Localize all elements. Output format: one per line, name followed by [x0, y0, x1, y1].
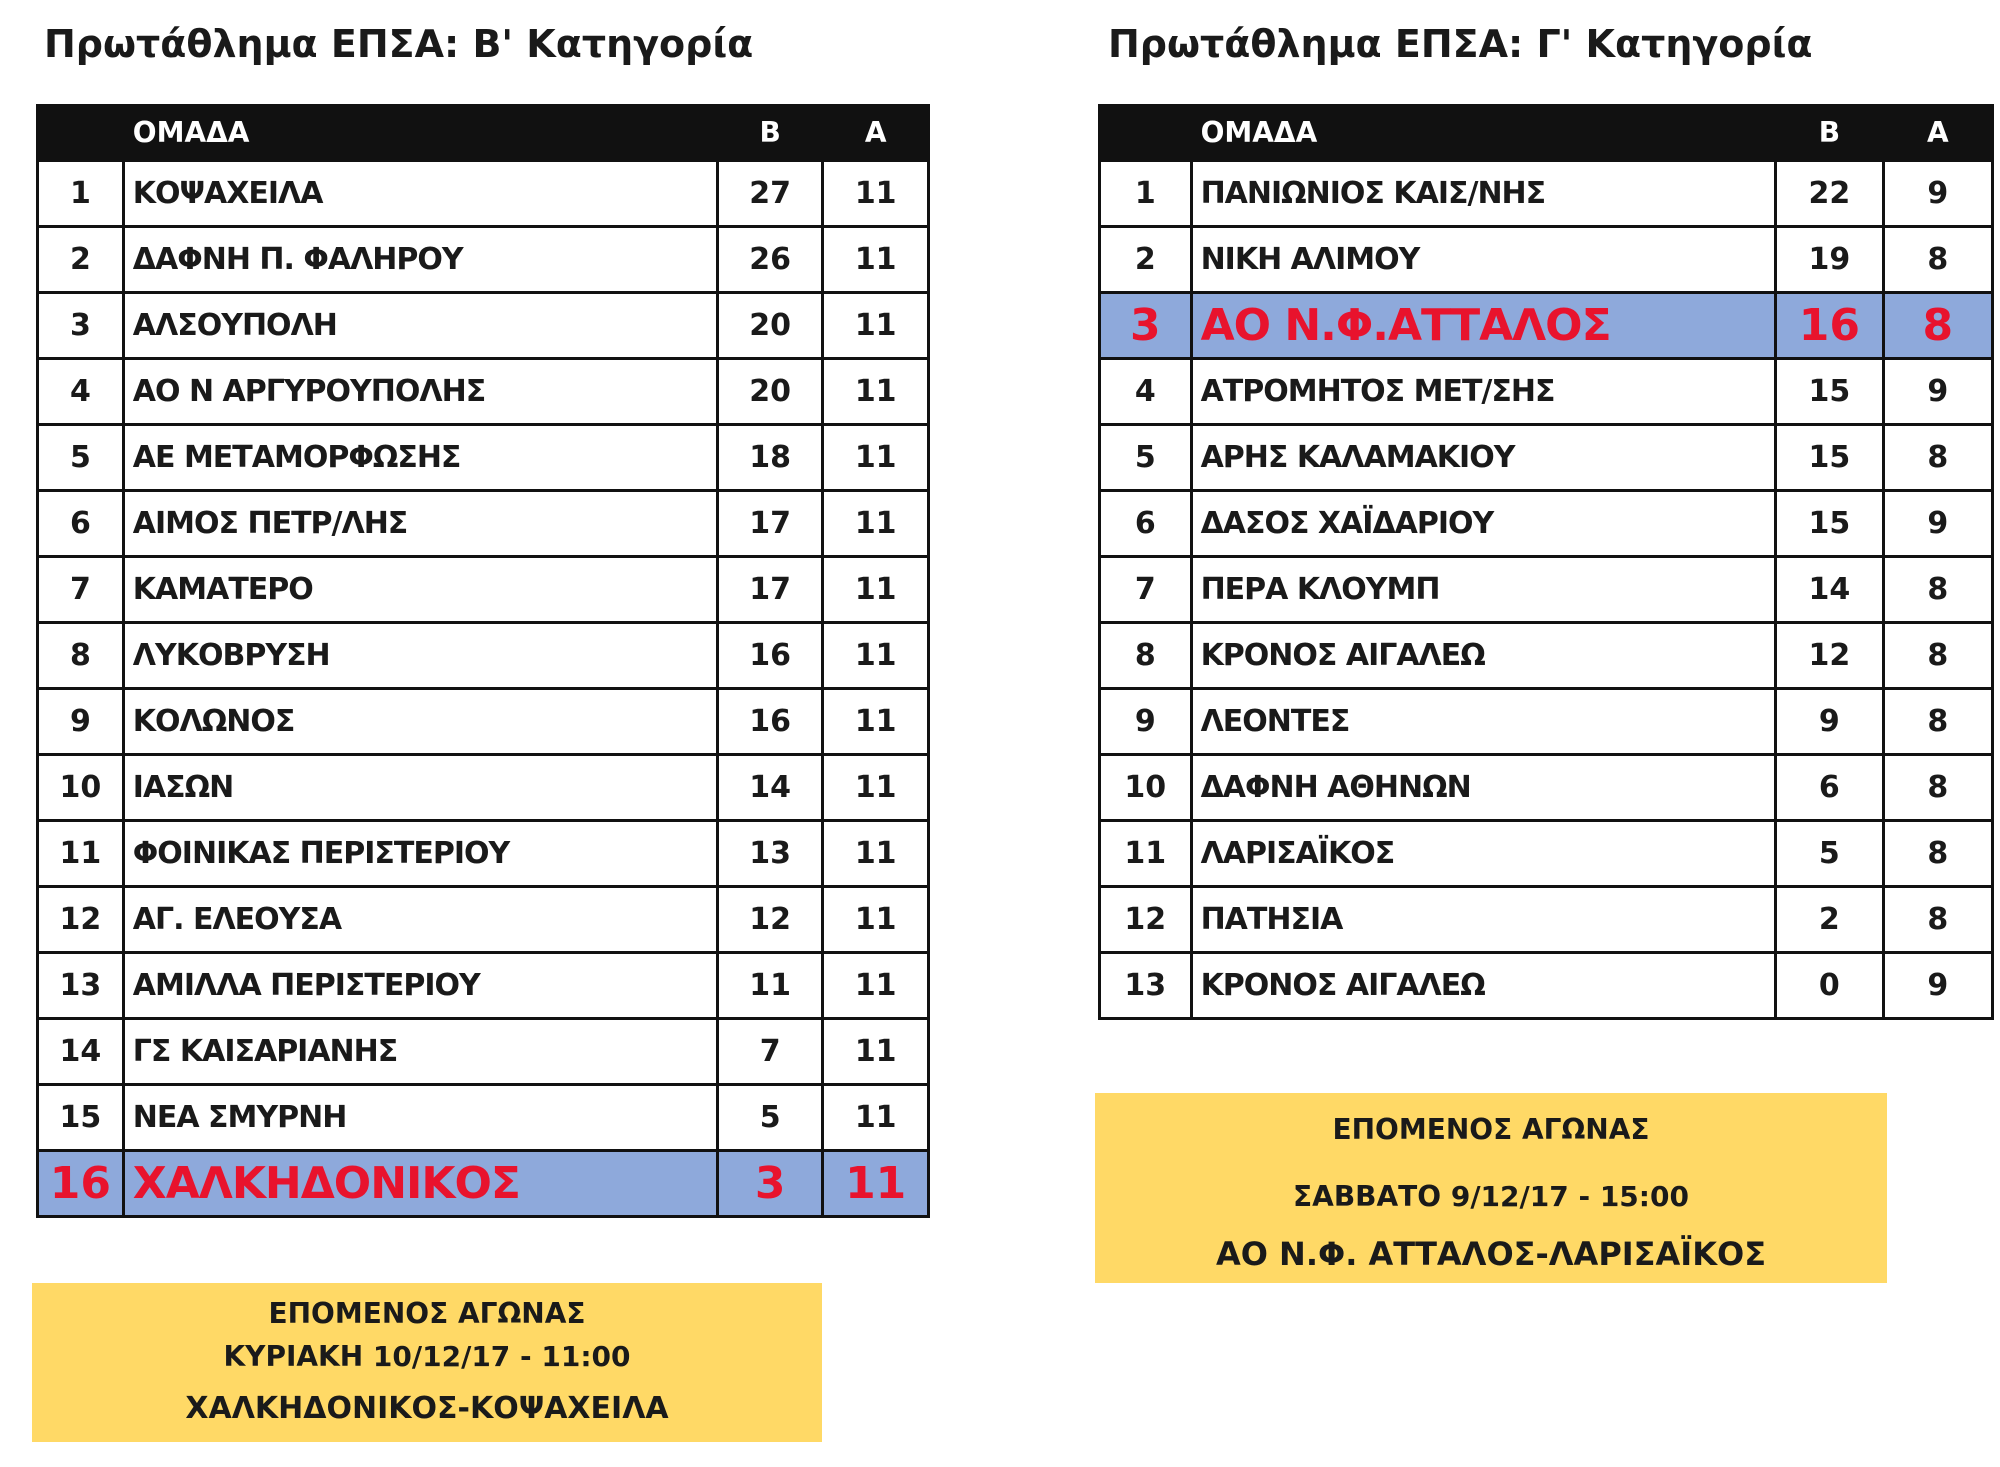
row-position: 4: [38, 359, 124, 425]
row-points: 2: [1776, 887, 1884, 953]
table-row: [1100, 821, 1993, 887]
row-position: 2: [1100, 227, 1192, 293]
row-games: 11: [823, 1085, 929, 1151]
row-position: 7: [1100, 557, 1192, 623]
header-points: Β: [1776, 106, 1884, 161]
row-points: 14: [717, 755, 822, 821]
table-row: [1100, 161, 1993, 227]
row-team-name: ΑΟ Ν ΑΡΓΥΡΟΥΠΟΛΗΣ: [123, 359, 717, 425]
row-team-name: ΚΡΟΝΟΣ ΑΙΓΑΛΕΩ: [1191, 953, 1776, 1019]
row-points: 5: [717, 1085, 822, 1151]
row-games: 11: [823, 359, 929, 425]
row-points: 12: [717, 887, 822, 953]
row-games: 11: [823, 821, 929, 887]
row-points: 5: [1776, 821, 1884, 887]
row-games: 8: [1883, 821, 1992, 887]
row-team-name: ΛΕΟΝΤΕΣ: [1191, 689, 1776, 755]
row-games: 11: [823, 161, 929, 227]
row-points: 15: [1776, 425, 1884, 491]
row-team-name: ΑΛΣΟΥΠΟΛΗ: [123, 293, 717, 359]
table-row: [1100, 359, 1993, 425]
row-games: 11: [823, 689, 929, 755]
table-row: [38, 293, 929, 359]
row-team-name: ΚΑΜΑΤΕΡΟ: [123, 557, 717, 623]
row-games: 11: [823, 293, 929, 359]
table-row: [38, 227, 929, 293]
row-games: 9: [1883, 359, 1992, 425]
row-team-name: ΑΓ. ΕΛΕΟΥΣΑ: [123, 887, 717, 953]
row-position: 11: [38, 821, 124, 887]
row-position: 14: [38, 1019, 124, 1085]
row-games: 8: [1883, 887, 1992, 953]
table-row: [1100, 755, 1993, 821]
table-row: [1100, 491, 1993, 557]
row-position: 8: [1100, 623, 1192, 689]
header-games: Α: [823, 106, 929, 161]
standings-table-b-category: [36, 104, 930, 1218]
standings-title-c-category: Πρωτάθλημα ΕΠΣΑ: Γ' Κατηγορία: [1108, 22, 1813, 66]
row-points: 0: [1776, 953, 1884, 1019]
row-games: 11: [823, 557, 929, 623]
row-position: 12: [38, 887, 124, 953]
next-match-fixture: ΑΟ Ν.Φ. ΑΤΤΑΛΟΣ-ΛΑΡΙΣΑΪΚΟΣ: [1215, 1235, 1767, 1273]
header-team: ΟΜΑΔΑ: [1191, 106, 1776, 161]
row-team-name: ΚΡΟΝΟΣ ΑΙΓΑΛΕΩ: [1191, 623, 1776, 689]
table-row: [38, 491, 929, 557]
row-points: 15: [1776, 359, 1884, 425]
header-games: Α: [1883, 106, 1992, 161]
row-position: 10: [38, 755, 124, 821]
row-team-name: ΔΑΦΝΗ Π. ΦΑΛΗΡΟΥ: [123, 227, 717, 293]
row-points: 17: [717, 491, 822, 557]
row-points: 6: [1776, 755, 1884, 821]
row-team-name: ΑΕ ΜΕΤΑΜΟΡΦΩΣΗΣ: [123, 425, 717, 491]
next-match-fixture: ΧΑΛΚΗΔΟΝΙΚΟΣ-ΚΟΨΑΧΕΙΛΑ: [185, 1391, 669, 1426]
row-games: 8: [1883, 689, 1992, 755]
row-team-name: ΛΑΡΙΣΑΪΚΟΣ: [1191, 821, 1776, 887]
table-row: [1100, 623, 1993, 689]
table-row: [38, 1151, 929, 1217]
row-position: 5: [1100, 425, 1192, 491]
row-games: 8: [1883, 623, 1992, 689]
table-row: [1100, 887, 1993, 953]
row-games: 8: [1883, 227, 1992, 293]
row-games: 11: [823, 1151, 929, 1217]
row-games: 9: [1883, 491, 1992, 557]
table-row: [38, 557, 929, 623]
header-position: [38, 106, 124, 161]
row-team-name: ΧΑΛΚΗΔΟΝΙΚΟΣ: [123, 1151, 717, 1217]
row-points: 14: [1776, 557, 1884, 623]
row-points: 11: [717, 953, 822, 1019]
row-points: 20: [717, 293, 822, 359]
table-row: [38, 689, 929, 755]
row-points: 22: [1776, 161, 1884, 227]
row-position: 11: [1100, 821, 1192, 887]
next-match-datetime: ΚΥΡΙΑΚΗ 10/12/17 - 11:00: [223, 1340, 631, 1373]
row-position: 3: [1100, 293, 1192, 359]
row-position: 12: [1100, 887, 1192, 953]
row-team-name: ΚΟΛΩΝΟΣ: [123, 689, 717, 755]
row-position: 8: [38, 623, 124, 689]
table-row: [38, 1019, 929, 1085]
row-team-name: ΑΙΜΟΣ ΠΕΤΡ/ΛΗΣ: [123, 491, 717, 557]
row-points: 20: [717, 359, 822, 425]
row-team-name: ΑΤΡΟΜΗΤΟΣ ΜΕΤ/ΣΗΣ: [1191, 359, 1776, 425]
standings-table-c-category: [1098, 104, 1994, 1020]
table-header-row: [38, 106, 929, 161]
table-row: [1100, 689, 1993, 755]
row-position: 3: [38, 293, 124, 359]
row-team-name: ΦΟΙΝΙΚΑΣ ΠΕΡΙΣΤΕΡΙΟΥ: [123, 821, 717, 887]
row-position: 9: [1100, 689, 1192, 755]
row-games: 9: [1883, 953, 1992, 1019]
row-position: 16: [38, 1151, 124, 1217]
row-points: 3: [717, 1151, 822, 1217]
table-row: [38, 359, 929, 425]
row-points: 16: [717, 689, 822, 755]
row-games: 11: [823, 1019, 929, 1085]
standings-title-b-category: Πρωτάθλημα ΕΠΣΑ: Β' Κατηγορία: [44, 22, 754, 66]
table-row: [38, 1085, 929, 1151]
table-row: [1100, 425, 1993, 491]
row-team-name: ΔΑΦΝΗ ΑΘΗΝΩΝ: [1191, 755, 1776, 821]
row-games: 8: [1883, 425, 1992, 491]
row-points: 17: [717, 557, 822, 623]
table-row: [1100, 557, 1993, 623]
table-row: [38, 887, 929, 953]
row-position: 1: [38, 161, 124, 227]
row-points: 26: [717, 227, 822, 293]
row-points: 27: [717, 161, 822, 227]
table-row: [1100, 227, 1993, 293]
row-position: 4: [1100, 359, 1192, 425]
next-match-heading: ΕΠΟΜΕΝΟΣ ΑΓΩΝΑΣ: [1332, 1113, 1650, 1146]
row-points: 15: [1776, 491, 1884, 557]
table-row: [38, 821, 929, 887]
next-match-heading: ΕΠΟΜΕΝΟΣ ΑΓΩΝΑΣ: [268, 1297, 586, 1330]
row-team-name: ΝΕΑ ΣΜΥΡΝΗ: [123, 1085, 717, 1151]
row-team-name: ΛΥΚΟΒΡΥΣΗ: [123, 623, 717, 689]
row-position: 7: [38, 557, 124, 623]
row-games: 8: [1883, 293, 1992, 359]
row-team-name: ΑΜΙΛΛΑ ΠΕΡΙΣΤΕΡΙΟΥ: [123, 953, 717, 1019]
row-games: 8: [1883, 755, 1992, 821]
table-row: [1100, 293, 1993, 359]
next-match-box-c-category: [1095, 1093, 1887, 1283]
row-games: 8: [1883, 557, 1992, 623]
table-header-row: [1100, 106, 1993, 161]
row-games: 11: [823, 623, 929, 689]
row-games: 11: [823, 953, 929, 1019]
row-position: 6: [38, 491, 124, 557]
row-points: 16: [717, 623, 822, 689]
row-points: 7: [717, 1019, 822, 1085]
row-team-name: ΠΑΤΗΣΙΑ: [1191, 887, 1776, 953]
table-row: [38, 425, 929, 491]
row-position: 2: [38, 227, 124, 293]
row-points: 12: [1776, 623, 1884, 689]
row-games: 11: [823, 425, 929, 491]
header-position: [1100, 106, 1192, 161]
row-games: 9: [1883, 161, 1992, 227]
table-row: [38, 953, 929, 1019]
row-team-name: ΑΡΗΣ ΚΑΛΑΜΑΚΙΟΥ: [1191, 425, 1776, 491]
header-team: ΟΜΑΔΑ: [123, 106, 717, 161]
row-team-name: ΔΑΣΟΣ ΧΑΪΔΑΡΙΟΥ: [1191, 491, 1776, 557]
row-team-name: ΝΙΚΗ ΑΛΙΜΟΥ: [1191, 227, 1776, 293]
row-team-name: ΑΟ Ν.Φ.ΑΤΤΑΛΟΣ: [1191, 293, 1776, 359]
row-position: 1: [1100, 161, 1192, 227]
row-games: 11: [823, 755, 929, 821]
row-team-name: ΚΟΨΑΧΕΙΛΑ: [123, 161, 717, 227]
row-team-name: ΙΑΣΩΝ: [123, 755, 717, 821]
table-row: [1100, 953, 1993, 1019]
row-team-name: ΠΕΡΑ ΚΛΟΥΜΠ: [1191, 557, 1776, 623]
row-games: 11: [823, 491, 929, 557]
row-position: 10: [1100, 755, 1192, 821]
row-points: 19: [1776, 227, 1884, 293]
next-match-datetime: ΣΑΒΒΑΤΟ 9/12/17 - 15:00: [1293, 1180, 1689, 1213]
row-position: 5: [38, 425, 124, 491]
row-position: 6: [1100, 491, 1192, 557]
table-row: [38, 623, 929, 689]
row-points: 13: [717, 821, 822, 887]
row-team-name: ΠΑΝΙΩΝΙΟΣ ΚΑΙΣ/ΝΗΣ: [1191, 161, 1776, 227]
row-games: 11: [823, 887, 929, 953]
row-position: 13: [38, 953, 124, 1019]
row-position: 9: [38, 689, 124, 755]
row-team-name: ΓΣ ΚΑΙΣΑΡΙΑΝΗΣ: [123, 1019, 717, 1085]
row-points: 9: [1776, 689, 1884, 755]
row-points: 18: [717, 425, 822, 491]
row-games: 11: [823, 227, 929, 293]
header-points: Β: [717, 106, 822, 161]
row-position: 13: [1100, 953, 1192, 1019]
row-points: 16: [1776, 293, 1884, 359]
next-match-box-b-category: [32, 1283, 822, 1442]
table-row: [38, 161, 929, 227]
row-position: 15: [38, 1085, 124, 1151]
table-row: [38, 755, 929, 821]
